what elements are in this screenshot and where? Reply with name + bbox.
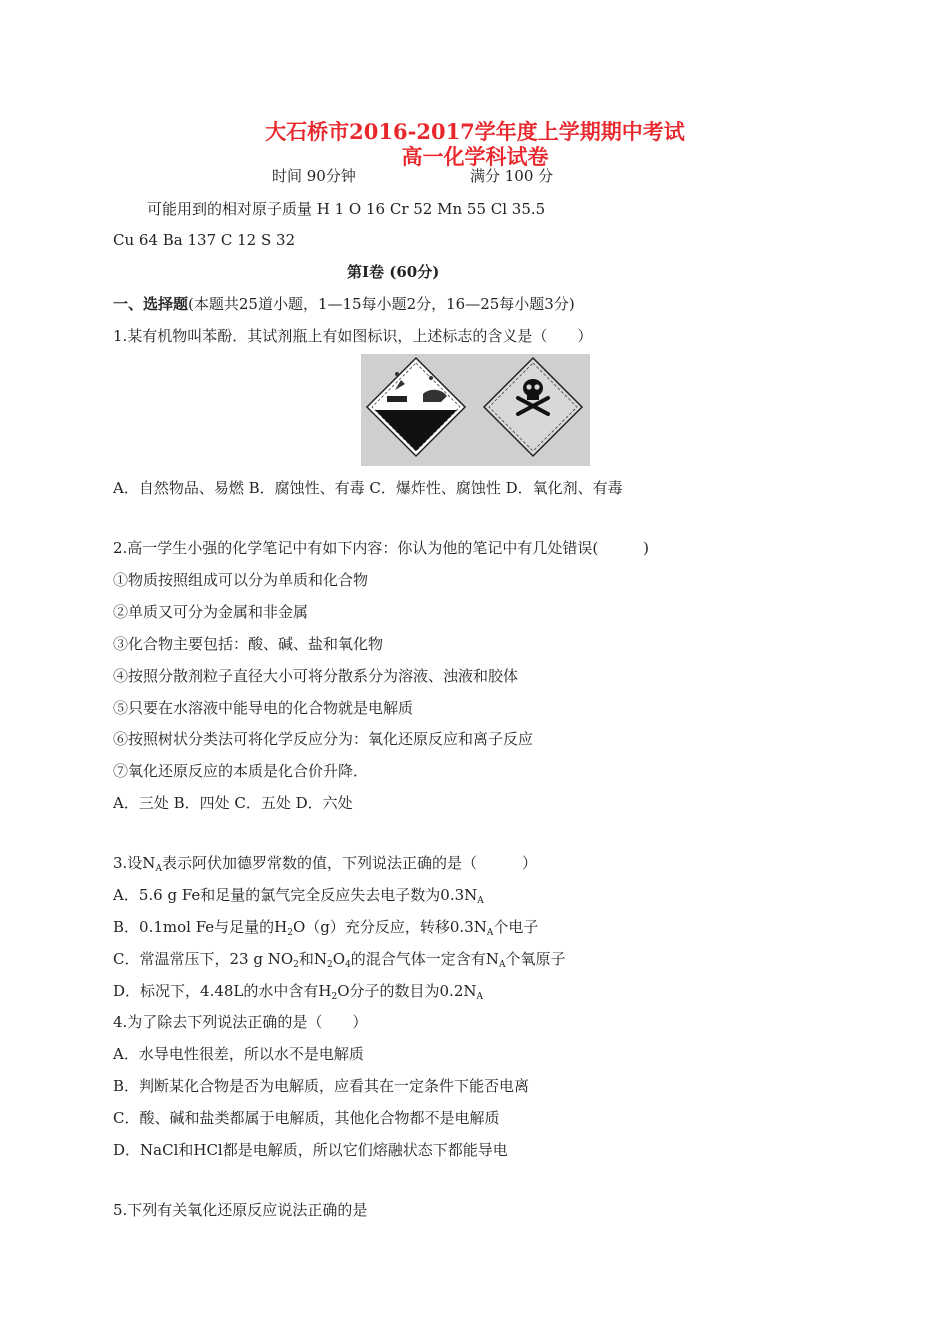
toxic-skull-icon xyxy=(484,358,582,456)
question-4-option: B．判断某化合物是否为电解质，应看其在一定条件下能否电离 xyxy=(113,1077,530,1095)
question-4-option: A．水导电性很差，所以水不是电解质 xyxy=(113,1045,364,1063)
question-3-option-a: A．5.6 g Fe和足量的氯气完全反应失去电子数为$0.3N_A$ xyxy=(113,886,484,906)
question-2-item: ④按照分散剂粒子直径大小可将分散系分为溶液、浊液和胶体 xyxy=(113,667,519,685)
question-1-options: A．自然物品、易燃 B．腐蚀性、有毒 C．爆炸性、腐蚀性 D．氧化剂、有毒 xyxy=(113,479,623,497)
part-label: 一、选择题 xyxy=(113,295,189,313)
part-heading xyxy=(113,294,575,314)
question-3-option-d: D．标况下，4.48L的水中含有$H_2O$分子的数目为$0.2N_A$ xyxy=(113,982,483,1002)
hazard-symbols-image xyxy=(361,354,590,466)
exam-score: 满分 100 分 xyxy=(470,167,554,185)
exam-time: 时间 90分钟 xyxy=(272,167,356,185)
question-4-option: D．NaCl和HCl都是电解质，所以它们熔融状态下都能导电 xyxy=(113,1141,508,1159)
question-4-stem: 4.为了除去下列说法正确的是（ ） xyxy=(113,1013,368,1031)
question-2-item: ③化合物主要包括：酸、碱、盐和氧化物 xyxy=(113,635,384,653)
atomic-masses-line-1: 可能用到的相对原子质量 H 1 O 16 Cr 52 Mn 55 Cl 35.5 xyxy=(147,200,546,218)
hazard-symbols-svg xyxy=(361,354,590,466)
question-2-options: A．三处 B．四处 C．五处 D．六处 xyxy=(113,794,353,812)
exam-title: 大石桥市2016-2017学年度上学期期中考试 xyxy=(265,119,685,144)
question-1-stem: 1.某有机物叫苯酚．其试剂瓶上有如图标识，上述标志的含义是（ ） xyxy=(113,327,593,345)
question-2-stem: 2.高一学生小强的化学笔记中有如下内容：你认为他的笔记中有几处错误( ) xyxy=(113,539,650,557)
corrosive-icon xyxy=(367,358,465,456)
question-2-item: ⑦氧化还原反应的本质是化合价升降． xyxy=(113,762,369,780)
question-4-option: C．酸、碱和盐类都属于电解质，其他化合物都不是电解质 xyxy=(113,1109,500,1127)
question-2-item: ⑤只要在水溶液中能导电的化合物就是电解质 xyxy=(113,699,414,717)
question-5-stem: 5.下列有关氧化还原反应说法正确的是 xyxy=(113,1201,368,1219)
part-description: (本题共25道小题，1—15每小题2分，16—25每小题3分) xyxy=(188,295,575,313)
atomic-masses-line-2: Cu 64 Ba 137 C 12 S 32 xyxy=(113,231,296,249)
question-2-item: ②单质又可分为金属和非金属 xyxy=(113,603,309,621)
section-title: 第Ⅰ卷 (60分) xyxy=(347,263,440,281)
question-3-option-b: B．0.1mol Fe与足量的$H_2O(g)$充分反应，转移$0.3N_A$个电子 xyxy=(113,918,539,938)
question-3-option-c: C．常温常压下，23 g $NO_2$和$N_2O_4$的混合气体一定含有$N_A$个氧原子 xyxy=(113,950,566,970)
exam-subtitle: 高一化学科试卷 xyxy=(401,144,549,169)
question-2-item: ①物质按照组成可以分为单质和化合物 xyxy=(113,571,369,589)
question-2-item: ⑥按照树状分类法可将化学反应分为：氧化还原反应和离子反应 xyxy=(113,730,534,748)
question-3-stem: 3.设$N_A$表示阿伏加德罗常数的值，下列说法正确的是（ ） xyxy=(113,854,537,874)
